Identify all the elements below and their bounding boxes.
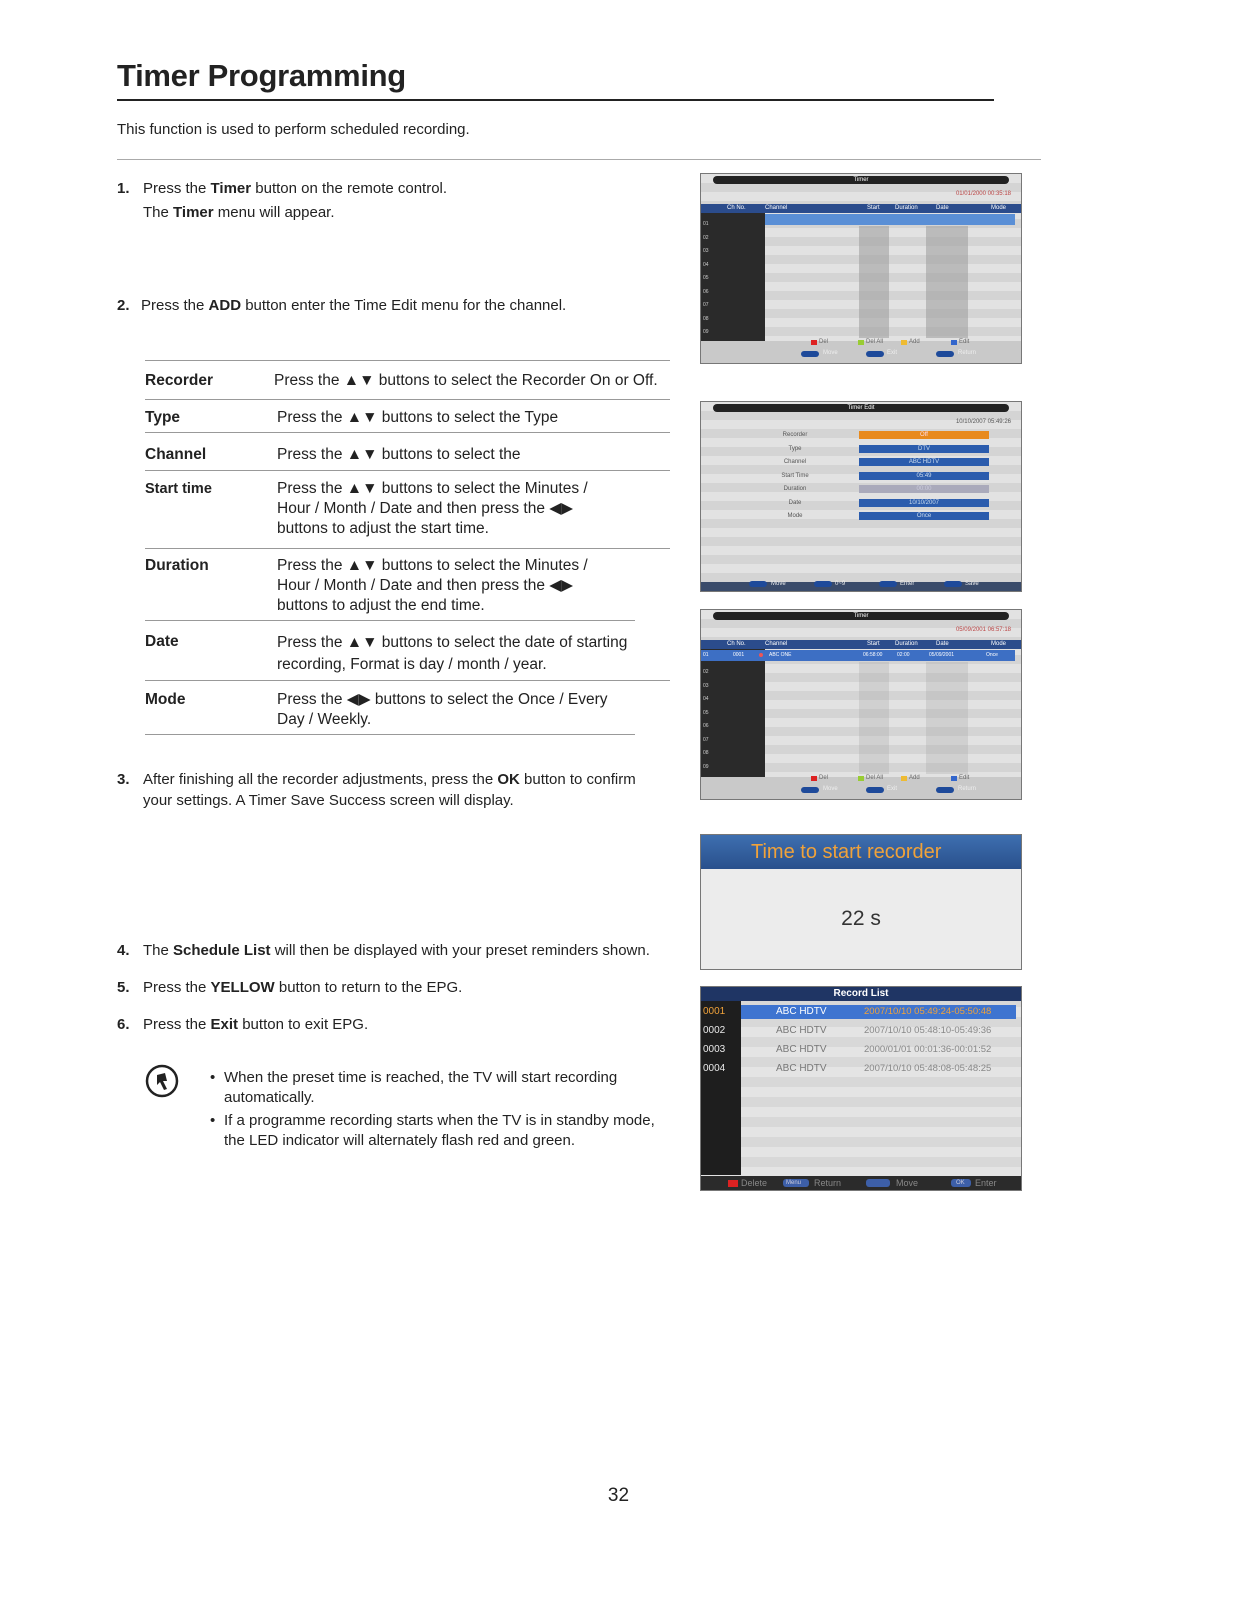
- timer-edit-screen: Timer Edit 10/10/2007 05:49:26 Recorder Off Type DTV Channel ABC HDTV Start Time 05:49 Duration 00:00 Date 10/10/2007 Mode Once Move 0~9 Enter Save: [700, 401, 1022, 592]
- timer-entry-row: 01 0001 ABC ONE 06:58:00 02:00 05/09/2001 Once: [701, 650, 1015, 661]
- countdown-seconds: 22 s: [841, 907, 881, 930]
- duration-field: 00:00: [859, 485, 989, 493]
- step-number: 1.: [117, 180, 130, 197]
- channel-field: ABC HDTV: [859, 458, 989, 466]
- page-title: Timer Programming: [117, 58, 406, 93]
- screen-title: Timer: [713, 612, 1009, 620]
- notes-list: [208, 1068, 668, 1154]
- list-item: 0004 ABC HDTV 2007/10/10 05:48:08-05:48:25: [703, 1063, 992, 1074]
- step-6: 6. Press the Exit button to exit EPG.: [117, 1014, 368, 1036]
- page-number: 32: [607, 1485, 630, 1506]
- timer-list-screen: Timer 05/09/2001 06:57:18 Ch No. Channel Start Duration Date Mode 01 0001 ABC ONE 06:58:00 02:00 05/09/2001 Once 02 03 04 05 06 07 08 09 Del Del All Add Edit Move Exit Return: [700, 609, 1022, 800]
- intro-text: This function is used to perform scheduled recording.: [117, 121, 470, 138]
- list-item: • When the preset time is reached, the TV will start recording automatically.: [208, 1068, 668, 1108]
- step-number: 6.: [117, 1016, 130, 1033]
- list-item: 0001 ABC HDTV 2007/10/10 05:49:24-05:50:48: [703, 1006, 992, 1017]
- step-number: 4.: [117, 942, 130, 959]
- note-pin-icon: [145, 1064, 179, 1098]
- countdown-screen: [700, 834, 1022, 970]
- list-item: 0003 ABC HDTV 2000/01/01 00:01:36-00:01:52: [703, 1044, 992, 1055]
- record-list-footer: Delete Menu Return Move OK Enter: [701, 1176, 1021, 1190]
- record-list-screen: [700, 986, 1022, 1191]
- timer-screen: Timer 01/01/2000 00:35:18 Ch No. Channel Start Duration Date Mode 01 02 03 04 05 06 07 08 09 Del Del All Add Edit Move Exit Return: [700, 173, 1022, 364]
- step-3: 3. After finishing all the recorder adjustments, press the OK button to confirm your settings. A Timer Save Success screen will display.: [117, 771, 636, 809]
- recorder-field: Off: [859, 431, 989, 439]
- step-number: 5.: [117, 979, 130, 996]
- step-2: 2. Press the ADD button enter the Time Edit menu for the channel.: [117, 295, 566, 317]
- screen-title: Record List: [701, 987, 1021, 1001]
- mode-field: Once: [859, 512, 989, 520]
- step-number: 3.: [117, 771, 130, 788]
- start-time-field: 05:49: [859, 472, 989, 480]
- step-5: 5. Press the YELLOW button to return to the EPG.: [117, 977, 462, 999]
- screen-title: Timer: [713, 176, 1009, 184]
- screen-title: Timer Edit: [713, 404, 1009, 412]
- step-4: 4. The Schedule List will then be displayed with your preset reminders shown.: [117, 940, 650, 962]
- title-divider: [117, 99, 994, 101]
- intro-divider: [117, 159, 1041, 160]
- timer-table-header: Ch No. Channel Start Duration Date Mode: [701, 204, 1021, 213]
- list-item: • If a programme recording starts when the TV is in standby mode, the LED indicator will alternately flash red and green.: [208, 1111, 668, 1151]
- step-number: 2.: [117, 297, 130, 314]
- date-field: 10/10/2007: [859, 499, 989, 507]
- step-1: 1. Press the Timer button on the remote control. The Timer menu will appear.: [117, 180, 448, 221]
- list-item: 0002 ABC HDTV 2007/10/10 05:48:10-05:49:36: [703, 1025, 992, 1036]
- type-field: DTV: [859, 445, 989, 453]
- countdown-title: Time to start recorder: [751, 841, 942, 863]
